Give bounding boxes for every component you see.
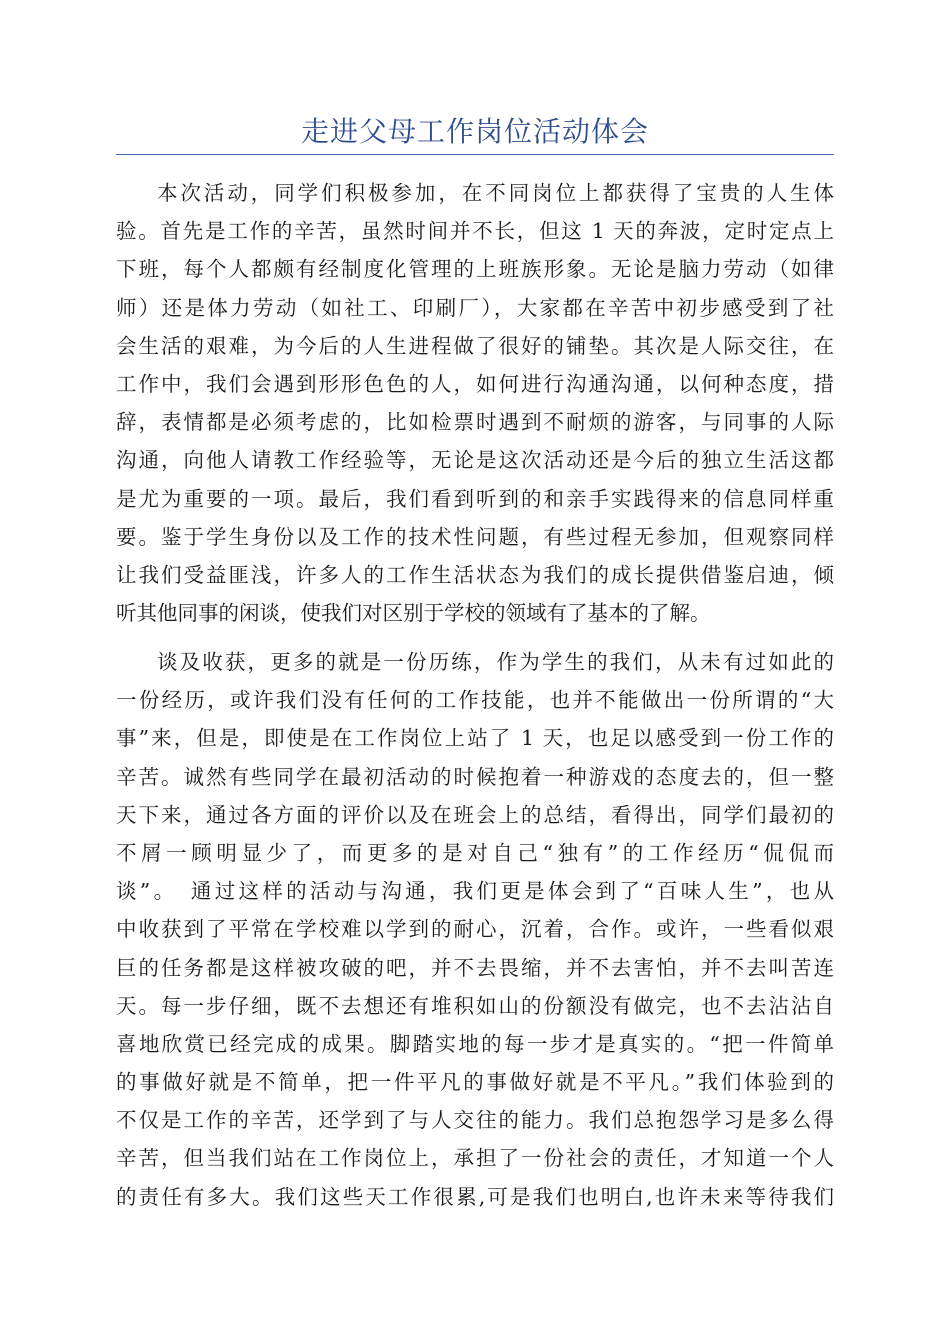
paragraph-line: 验。首先是工作的辛苦，虽然时间并不长，但这 1 天的奔波，定时定点上 <box>116 219 834 244</box>
paragraph-line: 是尤为重要的一项。最后，我们看到听到的和亲手实践得来的信息同样重 <box>116 486 834 511</box>
paragraph-line: 辞，表情都是必须考虑的，比如检票时遇到不耐烦的游客，与同事的人际 <box>116 410 834 435</box>
paragraph-line: 让我们受益匪浅，许多人的工作生活状态为我们的成长提供借鉴启迪，倾 <box>116 562 834 587</box>
paragraph-line: 辛苦，但当我们站在工作岗位上，承担了一份社会的责任，才知道一个人 <box>116 1146 834 1171</box>
paragraph-line: 中收获到了平常在学校难以学到的耐心，沉着，合作。或许，一些看似艰 <box>116 917 834 942</box>
paragraph-line: 的责任有多大。我们这些天工作很累,可是我们也明白,也许未来等待我们 <box>116 1184 834 1209</box>
paragraph-line: 工作中，我们会遇到形形色色的人，如何进行沟通沟通，以何种态度，措 <box>116 371 834 396</box>
paragraph-line: 巨的任务都是这样被攻破的吧，并不去畏缩，并不去害怕，并不去叫苦连 <box>116 955 834 980</box>
paragraph-line: 要。鉴于学生身份以及工作的技术性问题，有些过程无参加，但观察同样 <box>116 524 834 549</box>
paragraph-line: 的事做好就是不简单，把一件平凡的事做好就是不平凡。”我们体验到的 <box>116 1070 834 1095</box>
paragraph-line: 会生活的艰难，为今后的人生进程做了很好的铺垫。其次是人际交往，在 <box>116 333 834 358</box>
paragraph-line: 师）还是体力劳动（如社工、印刷厂），大家都在辛苦中初步感受到了社 <box>116 295 834 320</box>
paragraph-line: 不仅是工作的辛苦，还学到了与人交往的能力。我们总抱怨学习是多么得 <box>116 1108 834 1133</box>
paragraph-1 <box>116 174 834 632</box>
paragraph-line: 下班，每个人都颇有经制度化管理的上班族形象。无论是脑力劳动（如律 <box>116 257 834 282</box>
paragraph-line: 一份经历，或许我们没有任何的工作技能，也并不能做出一份所谓的“大 <box>116 688 834 713</box>
paragraph-line: 不屑一顾明显少了，而更多的是对自己“独有”的工作经历“侃侃而 <box>116 840 834 865</box>
paragraph-2 <box>116 643 834 1216</box>
paragraph-line: 谈及收获，更多的就是一份历练，作为学生的我们，从未有过如此的 <box>157 650 834 674</box>
paragraph-line: 喜地欣赏已经完成的成果。脚踏实地的每一步才是真实的。“把一件简单 <box>116 1031 834 1056</box>
paragraph-line: 沟通，向他人请教工作经验等，无论是这次活动还是今后的独立生活这都 <box>116 448 834 473</box>
document-title: 走进父母工作岗位活动体会 <box>300 115 649 148</box>
paragraph-line: 辛苦。诚然有些同学在最初活动的时候抱着一种游戏的态度去的，但一整 <box>116 764 834 789</box>
paragraph-line: 听其他同事的闲谈，使我们对区别于学校的领域有了基本的了解。 <box>116 601 711 626</box>
paragraph-line: 本次活动，同学们积极参加，在不同岗位上都获得了宝贵的人生体 <box>157 181 834 205</box>
paragraph-line: 天下来，通过各方面的评价以及在班会上的总结，看得出，同学们最初的 <box>116 802 834 827</box>
paragraph-line: 事”来，但是，即使是在工作岗位上站了 1 天，也足以感受到一份工作的 <box>116 726 834 751</box>
paragraph-line: 天。每一步仔细，既不去想还有堆积如山的份额没有做完，也不去沾沾自 <box>116 993 834 1018</box>
title-underline-rule <box>116 154 834 155</box>
paragraph-line: 谈”。 通过这样的活动与沟通，我们更是体会到了“百味人生”，也从 <box>116 879 834 904</box>
